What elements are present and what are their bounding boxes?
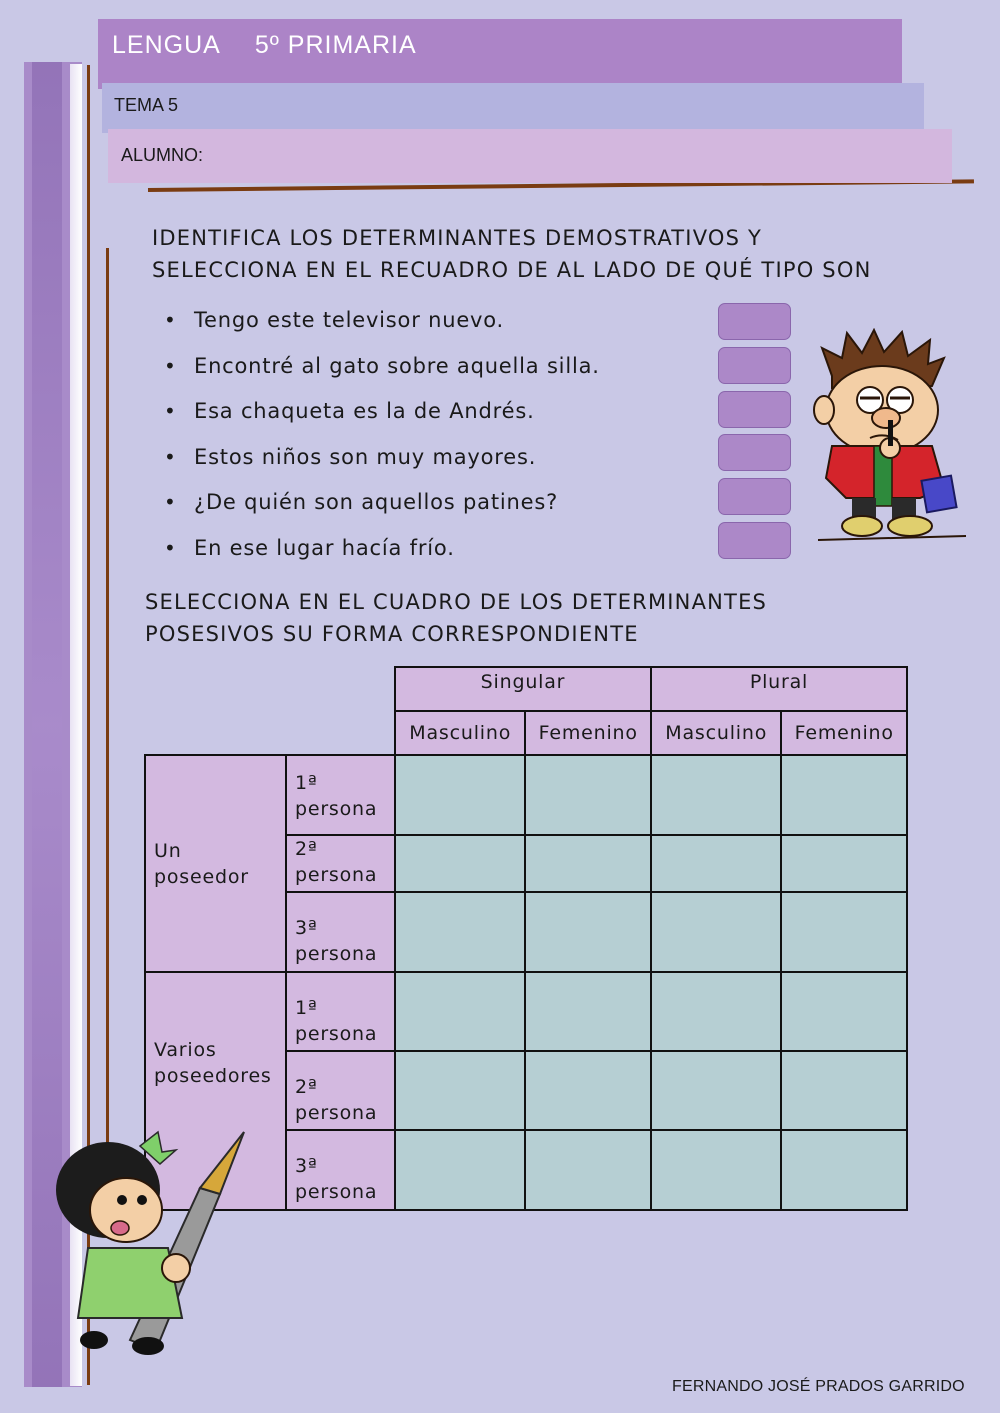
header-masculine: Masculino <box>651 711 781 755</box>
answer-cell[interactable] <box>525 835 651 892</box>
person-label: 1ª persona <box>286 972 395 1051</box>
exercise1-instruction: IDENTIFICA LOS DETERMINANTES DEMOSTRATIVOS Y SELECCIONA EN EL RECUADRO DE AL LADO DE QUÉ TIPO SON <box>152 226 872 282</box>
group-one-possessor: Un poseedor <box>145 755 286 972</box>
answer-cell[interactable] <box>395 755 526 835</box>
author-credit: FERNANDO JOSÉ PRADOS GARRIDO <box>672 1378 965 1395</box>
answer-cell[interactable] <box>395 1051 526 1130</box>
student-label: ALUMNO: <box>121 145 204 165</box>
answer-cell[interactable] <box>781 1130 907 1210</box>
header-feminine: Femenino <box>781 711 907 755</box>
header-singular: Singular <box>395 667 651 711</box>
sentence-list <box>164 300 600 574</box>
sentence-item: • Tengo este televisor nuevo. <box>164 300 600 346</box>
type-dropdown-5[interactable] <box>718 478 791 515</box>
answer-cell[interactable] <box>781 1051 907 1130</box>
girl-with-pen-illustration <box>48 1128 263 1368</box>
type-dropdown-6[interactable] <box>718 522 791 559</box>
answer-cell[interactable] <box>395 892 526 972</box>
type-dropdown-1[interactable] <box>718 303 791 340</box>
sentence-item: • En ese lugar hacía frío. <box>164 528 600 574</box>
thinking-boy-illustration <box>812 328 972 548</box>
answer-cell[interactable] <box>781 892 907 972</box>
answer-cell[interactable] <box>395 835 526 892</box>
vertical-rule-inner <box>106 248 109 1208</box>
group-several-possessors: Varios poseedores <box>145 972 286 1210</box>
answer-cell[interactable] <box>651 835 782 892</box>
answer-cell[interactable] <box>651 972 782 1051</box>
type-dropdown-3[interactable] <box>718 391 791 428</box>
exercise2-instruction: SELECCIONA EN EL CUADRO DE LOS DETERMINANTES POSESIVOS SU FORMA CORRESPONDIENTE <box>145 590 768 646</box>
answer-cell[interactable] <box>781 972 907 1051</box>
person-label: 2ª persona <box>286 835 395 892</box>
answer-cell[interactable] <box>525 1051 651 1130</box>
title-band <box>98 19 902 89</box>
header-masculine: Masculino <box>395 711 525 755</box>
answer-cell[interactable] <box>525 755 651 835</box>
answer-cell[interactable] <box>781 755 907 835</box>
topic-band <box>102 83 924 133</box>
grade-title: 5º PRIMARIA <box>254 31 417 59</box>
sentence-item: • Estos niños son muy mayores. <box>164 437 600 483</box>
topic-label: TEMA 5 <box>114 95 179 115</box>
answer-cell[interactable] <box>651 1051 782 1130</box>
subject-title: LENGUA <box>112 31 221 59</box>
type-dropdown-2[interactable] <box>718 347 791 384</box>
answer-cell[interactable] <box>395 972 526 1051</box>
sentence-item: • Esa chaqueta es la de Andrés. <box>164 391 600 437</box>
person-label: 3ª persona <box>286 892 395 972</box>
person-label: 3ª persona <box>286 1130 395 1210</box>
answer-cell[interactable] <box>651 755 782 835</box>
answer-cell[interactable] <box>395 1130 526 1210</box>
type-dropdown-4[interactable] <box>718 434 791 471</box>
sentence-item: • Encontré al gato sobre aquella silla. <box>164 346 600 392</box>
answer-cell[interactable] <box>525 972 651 1051</box>
header-feminine: Femenino <box>525 711 651 755</box>
answer-cell[interactable] <box>651 1130 782 1210</box>
student-band[interactable] <box>108 129 952 183</box>
possessive-header-table <box>394 666 908 756</box>
person-label: 2ª persona <box>286 1051 395 1130</box>
sentence-item: • ¿De quién son aquellos patines? <box>164 482 600 528</box>
answer-cell[interactable] <box>651 892 782 972</box>
answer-cell[interactable] <box>525 892 651 972</box>
person-label: 1ª persona <box>286 755 395 835</box>
answer-cell[interactable] <box>525 1130 651 1210</box>
header-plural: Plural <box>651 667 907 711</box>
answer-cell[interactable] <box>781 835 907 892</box>
